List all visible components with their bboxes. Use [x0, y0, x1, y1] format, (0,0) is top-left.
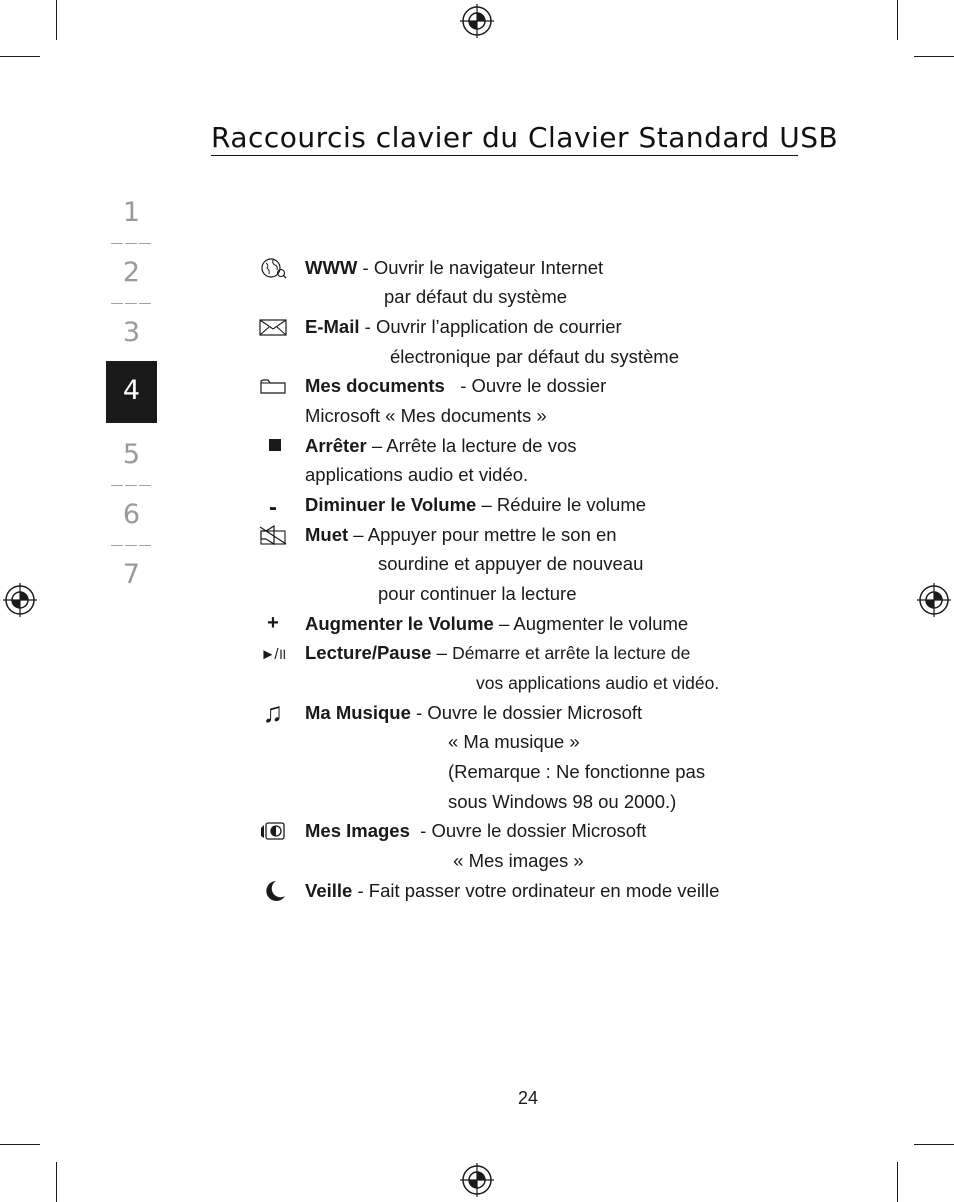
shortcut-name: E-Mail [305, 316, 360, 337]
music-note-icon: ♫ [262, 697, 284, 728]
chapter-tab-2[interactable] [106, 253, 157, 313]
shortcut-description: Réduire le volume [496, 494, 647, 515]
registration-mark-icon [460, 1163, 494, 1197]
plus-icon: + [267, 611, 279, 634]
crop-mark [0, 1144, 40, 1145]
chapter-number: 3 [122, 317, 141, 348]
shortcut-description: Ouvrir l’application de courrier [375, 316, 622, 337]
shortcut-name: Muet [305, 524, 349, 545]
chapter-number: 7 [122, 559, 141, 590]
chapter-tab-4[interactable] [106, 361, 157, 423]
camera-icon [256, 818, 290, 844]
shortcut-description: Démarre et arrête la lecture de [452, 643, 691, 663]
shortcut-description: Appuyer pour mettre le son en [367, 524, 617, 545]
chapter-separator: ——— [110, 538, 153, 553]
shortcut-description: Ouvre le dossier Microsoft [427, 702, 643, 723]
shortcut-name: Mes documents [305, 375, 445, 396]
title-underline [211, 155, 798, 156]
crop-mark [897, 0, 898, 40]
shortcut-description: Augmenter le volume [513, 613, 689, 634]
envelope-icon [256, 314, 290, 340]
mute-speaker-icon [256, 522, 290, 548]
shortcut-description: sourdine et appuyer de nouveau [378, 553, 644, 574]
chapter-separator: ——— [110, 296, 153, 311]
shortcut-name: Augmenter le Volume [305, 613, 494, 634]
page-title: Raccourcis clavier du Clavier Standard USB [211, 121, 839, 154]
chapter-number: 2 [122, 257, 141, 288]
shortcut-description: Ouvre le dossier [471, 375, 607, 396]
shortcut-description: applications audio et vidéo. [305, 464, 529, 485]
crop-mark [914, 56, 954, 57]
shortcut-description: électronique par défaut du système [390, 346, 679, 367]
crop-mark [0, 56, 40, 57]
shortcut-description: Ouvrir le navigateur Internet [373, 257, 604, 278]
shortcut-description: pour continuer la lecture [378, 583, 577, 604]
registration-mark-icon [460, 4, 494, 38]
crop-mark [897, 1162, 898, 1202]
shortcut-description: par défaut du système [384, 286, 568, 307]
shortcut-name: WWW [305, 257, 358, 278]
shortcut-name: Lecture/Pause [305, 642, 432, 663]
chapter-tab-7[interactable] [106, 555, 157, 615]
shortcut-description: « Mes images » [448, 850, 584, 871]
chapter-separator: ——— [110, 236, 153, 251]
shortcut-name: Veille [305, 880, 353, 901]
shortcut-note: (Remarque : Ne fonctionne pas [448, 761, 706, 782]
crop-mark [56, 0, 57, 40]
chapter-tab-5[interactable] [106, 435, 157, 495]
chapter-separator: ——— [110, 478, 153, 493]
shortcut-name: Diminuer le Volume [305, 494, 477, 515]
shortcut-name: Mes Images [305, 820, 410, 841]
chapter-tab-6[interactable] [106, 495, 157, 555]
chapter-number: 6 [122, 499, 141, 530]
shortcut-description: Fait passer votre ordinateur en mode veille [368, 880, 720, 901]
play-pause-icon: ►/॥ [260, 646, 286, 663]
crop-mark [56, 1162, 57, 1202]
chapter-tab-1[interactable] [106, 193, 157, 253]
stop-square-icon [256, 432, 290, 458]
page-number: 24 [517, 1088, 539, 1108]
chapter-number: 4 [122, 375, 141, 406]
shortcut-description: « Ma musique » [448, 731, 580, 752]
shortcut-name: Arrêter [305, 435, 367, 456]
shortcut-description: Microsoft « Mes documents » [305, 405, 547, 426]
globe-icon [256, 255, 290, 281]
chapter-number: 1 [122, 197, 141, 228]
shortcut-description: vos applications audio et vidéo. [476, 673, 720, 693]
registration-mark-icon [3, 583, 37, 617]
folder-icon [256, 373, 290, 399]
crop-mark [914, 1144, 954, 1145]
shortcut-description: Arrête la lecture de vos [386, 435, 577, 456]
registration-mark-icon [917, 583, 951, 617]
chapter-number: 5 [122, 439, 141, 470]
moon-icon [256, 878, 290, 904]
shortcut-note: sous Windows 98 ou 2000.) [448, 791, 677, 812]
shortcut-name: Ma Musique [305, 702, 411, 723]
shortcut-description: Ouvre le dossier Microsoft [431, 820, 647, 841]
minus-icon: - [269, 494, 277, 521]
